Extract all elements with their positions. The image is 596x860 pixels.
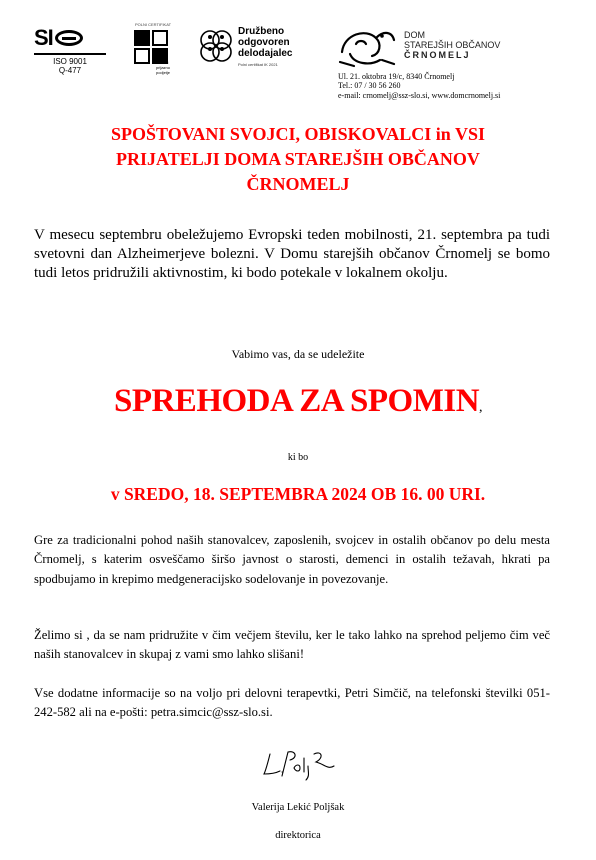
invitation-line: Vabimo vas, da se udeležite [231, 347, 365, 361]
address-phone: Tel.: 07 / 30 56 260 [338, 81, 401, 91]
siq-code-text: Q-477 [58, 66, 82, 75]
siq-iso-text: ISO 9001 [53, 57, 87, 66]
contact-paragraph: Vse dodatne informacije so na voljo pri delovni terapevtki, Petri Simčič, na telefonski številki 051-242-582 ali na e-pošti: petra.simcic@ssz-slo.si. [34, 686, 550, 720]
event-date: v SREDO, 18. SEPTEMBRA 2024 OB 16. 00 URI. [110, 484, 486, 504]
signatory-role: direktorica [275, 830, 321, 841]
intro-paragraph: V mesecu septembru obeležujemo Evropski teden mobilnosti, 21. septembra pa tudi svetovni dan Alzheimerjeve bolezni. V Domu starejših občanov Črnomelj se bomo tudi letos pridružili aktivnostim, ki bodo potekale v lokalnem okolju. [34, 227, 550, 281]
family-friendly-logo: POLNI CERTIFIKAT Družini prijazno podjetje [128, 22, 178, 64]
family-friendly-icon [134, 30, 178, 64]
participation-paragraph: Želimo si , da se nam pridružite v čim večjem številu, ker le tako lahko na sprehod peljemo čim več naših stanovalcev in skupaj z vami smo lahko slišani! [34, 628, 550, 662]
people-circles-icon [198, 28, 234, 64]
siq-mark-icon: SI [34, 26, 112, 50]
address-email: e-mail: crnomelj@ssz-slo.si, www.domcrnomelj.si [338, 90, 501, 100]
description-paragraph: Gre za tradicionalni pohod naših stanovalcev, zaposlenih, svojcev in ostalih občanov po delu mesta Črnomelj, s katerim osveščamo širšo javnost o starosti, demenci in ostalih težavah, hkrati pa spodbujamo in krepimo medgeneracijsko sodelovanje in povezovanje. [34, 533, 550, 586]
signatory-name: Valerija Lekić Poljšak [251, 802, 345, 813]
event-title: SPREHODA ZA SPOMIN, [113, 383, 483, 419]
bird-ornament-icon [336, 24, 398, 68]
siq-logo [34, 26, 112, 75]
headline: SPOŠTOVANI SVOJCI, OBISKOVALCI in VSI PRIJATELJI DOMA STAREJŠIH OBČANOV ČRNOMELJ [111, 124, 485, 194]
handwritten-signature [260, 742, 340, 782]
letterhead: SI ISO 9001 Q-477 POLNI CERTIFIKAT Družini prijazno podjetje Družbeno odgovoren delodajalec Polni certifikat IK 2021 DOM STAREJŠIH OBČANOV ČRNOMELJ Ul. 21. oktobra 19/c, 8340 Črnomelj Tel.: 07 / 30 56 260 e-mail: crnomelj@ssz-slo.si, www.domcrnomelj.si [34, 22, 501, 100]
contact-address [338, 72, 500, 100]
responsible-employer-logo: Družbeno odgovoren delodajalec Polni certifikat IK 2021 [198, 24, 328, 70]
address-street: Ul. 21. oktobra 19/c, 8340 Črnomelj [338, 72, 455, 81]
connector-text: ki bo [287, 452, 309, 463]
